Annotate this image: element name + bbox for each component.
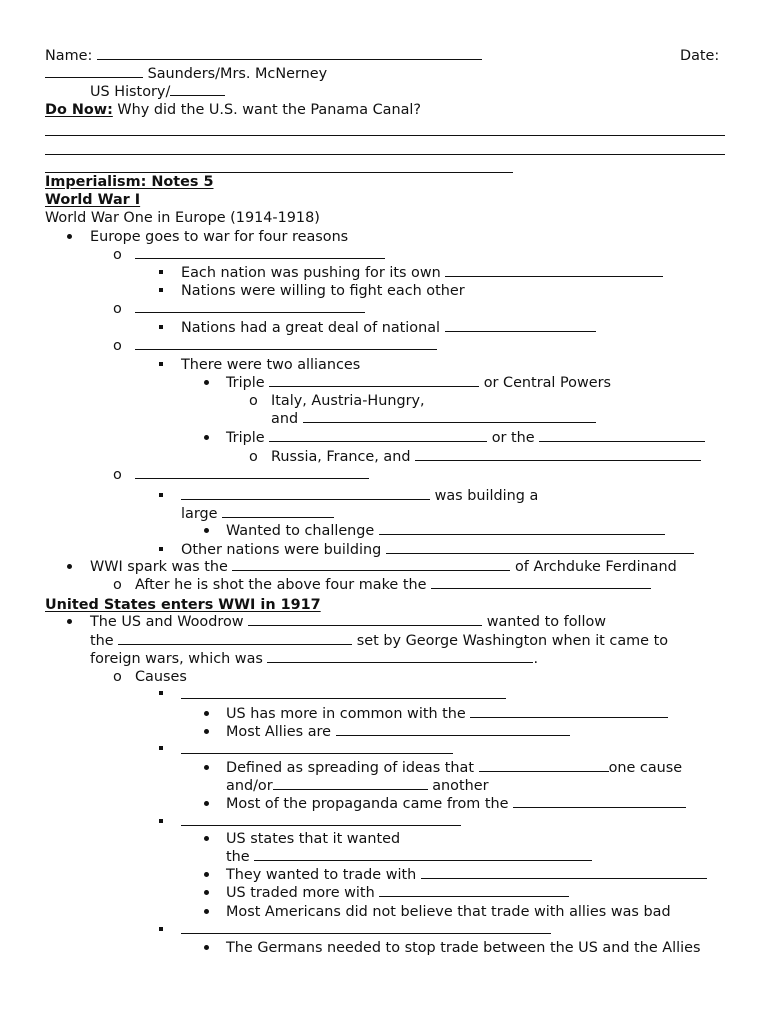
do-now-line [45,101,421,119]
square-bullet [159,288,163,292]
bullet-dot [204,380,209,385]
other-nations-line [181,541,694,559]
circle-marker: o [249,449,258,465]
reason-1-line-a [181,264,663,282]
washington-blank[interactable] [118,642,352,645]
reason-2-line-a [181,319,596,337]
cause-2-blank-a2[interactable] [273,787,428,790]
reason-4-blank[interactable] [135,476,369,479]
circle-marker: o [113,338,122,354]
causes-label: Causes [135,669,187,685]
reason-3-blank[interactable] [135,347,437,350]
cause-3-row [181,813,461,831]
woodrow-blank[interactable] [248,623,482,626]
bullet-dot [204,435,209,440]
bullet-dot [204,945,209,950]
cause-4-blank[interactable] [181,931,551,934]
teacher-text: Saunders/Mrs. McNerney [147,66,328,82]
cause-2-line-a [226,759,682,777]
bullet-dot [204,729,209,734]
washington-text-b: set by George Washington when it came to [356,633,669,649]
reason-1-row [135,246,385,264]
bullet-dot [204,528,209,533]
square-bullet [159,746,163,750]
reason-1-blank-a[interactable] [445,274,663,277]
course-line [90,83,225,101]
circle-marker: o [249,393,258,409]
do-now-label: Do Now: [45,102,113,118]
cause-3-blank-b[interactable] [421,876,707,879]
name-blank[interactable] [97,57,482,60]
cause-2-row [181,741,453,759]
challenge-text: Wanted to challenge [226,523,375,539]
spark-blank[interactable] [232,568,510,571]
cause-2-text-b: Most of the propaganda came from the [226,796,509,812]
triple-alliance-blank[interactable] [269,384,479,387]
bullet-dot [204,890,209,895]
reason-2-blank[interactable] [135,310,365,313]
section-subheading: World War One in Europe (1914-1918) [45,210,320,226]
cause-3-text-b: They wanted to trade with [226,867,417,883]
russia-blank[interactable] [415,458,701,461]
and-line [271,410,596,428]
bullet-dot [204,872,209,877]
cause-3-line-a [226,848,592,866]
course-blank[interactable] [170,93,225,96]
teacher-blank[interactable] [45,75,143,78]
woodrow-line [90,613,606,631]
cause-1-row [181,686,506,704]
answer-rule-2[interactable] [45,154,725,155]
after-shot-line [135,576,651,594]
do-now-question: Why did the U.S. want the Panama Canal? [117,102,422,118]
cause-4-text-a: The Germans needed to stop trade between the US and the Allies [226,940,701,956]
other-nations-blank[interactable] [386,551,694,554]
cause-3-text-d: Most Americans did not believe that trade with allies was bad [226,904,671,920]
or-the-text: or the [491,430,535,446]
circle-marker: o [113,669,122,685]
triple-label: Triple [226,430,265,446]
russia-text: Russia, France, and [271,449,411,465]
challenge-line [226,522,665,540]
circle-marker: o [113,247,122,263]
spark-line [90,558,677,576]
large-text: large [181,506,218,522]
and-blank[interactable] [303,420,596,423]
square-bullet [159,547,163,551]
cause-2-blank[interactable] [181,751,453,754]
triple-label: Triple [226,375,265,391]
large-blank[interactable] [222,515,334,518]
cause-3-text-a1: US states that it wanted [226,831,401,847]
square-bullet [159,819,163,823]
cause-3-blank[interactable] [181,823,461,826]
triple-entente-line [226,429,705,447]
period-text: . [533,651,539,667]
washington-text-a: the [90,633,114,649]
spark-text-b: of Archduke Ferdinand [515,559,677,575]
reason-2-blank-a[interactable] [445,329,596,332]
russia-line [271,448,701,466]
square-bullet [159,927,163,931]
and-text: and [271,411,299,427]
bullet-dot [204,801,209,806]
foreign-wars-text: foreign wars, which was [90,651,263,667]
cause-2-blank-b[interactable] [513,805,686,808]
square-bullet [159,270,163,274]
cause-2-text-a1: Defined as spreading of ideas that [226,760,474,776]
bullet-dot [204,909,209,914]
circle-marker: o [113,577,122,593]
square-bullet [159,691,163,695]
four-reasons-text: Europe goes to war for four reasons [90,229,349,245]
square-bullet [159,325,163,329]
spark-text-a: WWI spark was the [90,559,228,575]
cause-2-text-a4: another [432,778,489,794]
name-label: Name: [45,48,93,64]
was-building-text: was building a [434,488,539,504]
section-heading-us-enters: United States enters WWI in 1917 [45,597,321,613]
cause-1-line-b [226,723,570,741]
central-powers-text: or Central Powers [483,375,612,391]
woodrow-text-a: The US and Woodrow [90,614,244,630]
reason-1-blank[interactable] [135,256,385,259]
reason-1-text-a: Each nation was pushing for its own [181,265,441,281]
cause-2-text-a3: and/or [226,778,273,794]
foreign-wars-blank[interactable] [267,660,533,663]
square-bullet [159,362,163,366]
name-line [45,47,482,65]
triple-alliance-line [226,374,611,392]
section-heading-world-war-i: World War I [45,192,141,208]
cause-3-blank-c[interactable] [379,894,569,897]
after-shot-blank[interactable] [431,586,651,589]
triple-entente-blank[interactable] [269,439,487,442]
cause-1-blank[interactable] [181,696,506,699]
cause-1-text-a: US has more in common with the [226,706,466,722]
cause-1-blank-a[interactable] [470,715,668,718]
cause-3-line-b [226,866,707,884]
cause-3-text-c: US traded more with [226,885,375,901]
cause-1-blank-b[interactable] [336,733,570,736]
cause-4-row [181,921,551,939]
circle-marker: o [113,467,122,483]
bullet-dot [67,234,72,239]
reason-4-row [135,466,369,484]
bullet-dot [67,619,72,624]
reason-2-row [135,300,365,318]
reason-3-row [135,337,437,355]
teacher-line [45,65,327,83]
cause-2-line-a-cont [226,777,489,795]
notes-title: Imperialism: Notes 5 [45,174,214,190]
cause-3-text-a2: the [226,849,250,865]
foreign-wars-line [90,650,538,668]
circle-marker: o [113,301,122,317]
large-line [181,505,334,523]
cause-2-blank-a1[interactable] [479,769,609,772]
cause-2-line-b [226,795,686,813]
date-label: Date: [680,48,720,64]
italy-text: Italy, Austria-Hungry, [271,393,425,409]
cause-1-text-b: Most Allies are [226,724,331,740]
reason-1-text-b: Nations were willing to fight each other [181,283,465,299]
bullet-dot [204,836,209,841]
square-bullet [159,493,163,497]
bullet-dot [67,564,72,569]
reason-3-text-a: There were two alliances [181,357,361,373]
building-line [181,487,538,505]
cause-3-line-c [226,884,569,902]
woodrow-text-b: wanted to follow [486,614,607,630]
building-blank[interactable] [181,497,430,500]
course-text: US History/ [90,84,171,100]
answer-rule-1[interactable] [45,135,725,136]
cause-2-text-a2: one cause [608,760,683,776]
or-the-blank[interactable] [539,439,705,442]
washington-line [90,632,668,650]
cause-1-line-a [226,705,668,723]
challenge-blank[interactable] [379,532,665,535]
after-shot-text: After he is shot the above four make the [135,577,427,593]
reason-2-text-a: Nations had a great deal of national [181,320,441,336]
other-nations-text: Other nations were building [181,542,382,558]
bullet-dot [204,711,209,716]
bullet-dot [204,765,209,770]
cause-3-blank-a[interactable] [254,858,592,861]
